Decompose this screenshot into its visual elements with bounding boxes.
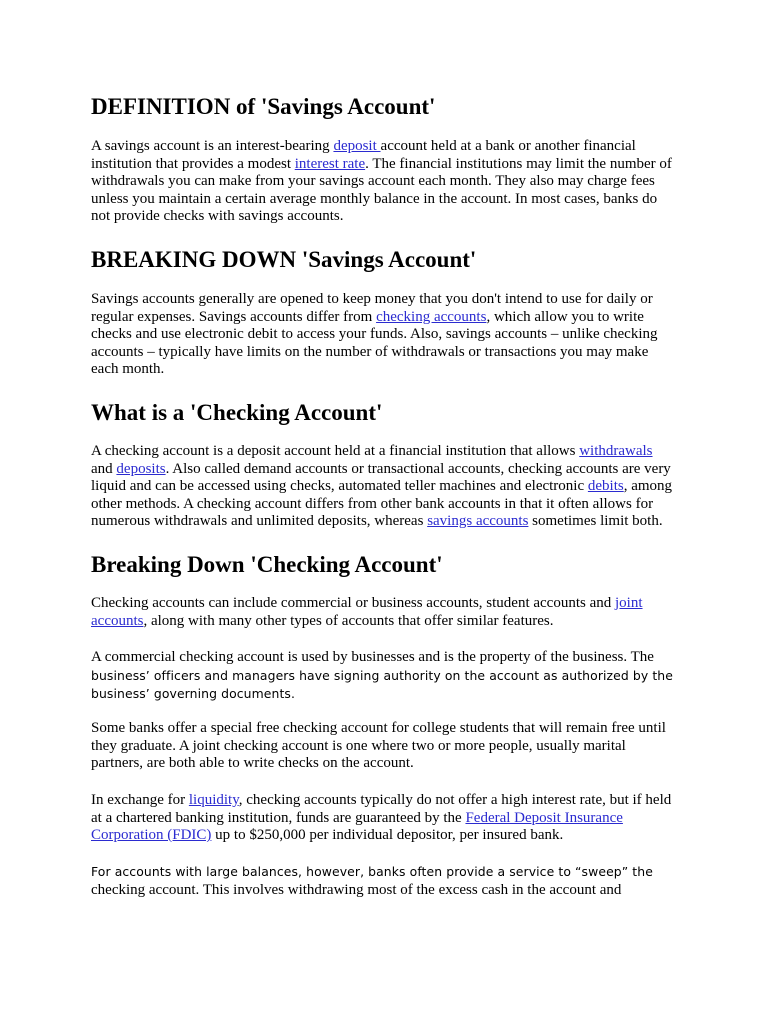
- text-line: Some banks offer a special free checking account for college students that will remain free until: [91, 720, 666, 736]
- inline-link-deposit[interactable]: deposit: [333, 138, 381, 154]
- text-line: [91, 863, 691, 882]
- text-line: numerous withdrawals and unlimited deposits, whereas savings accounts sometimes limit both.: [91, 513, 663, 530]
- text-line: at a chartered banking institution, funds are guaranteed by the Federal Deposit Insurance: [91, 809, 623, 826]
- paragraph-liquidity-fdic: [91, 792, 691, 845]
- text-line: [91, 685, 691, 704]
- inline-link-withdrawals[interactable]: withdrawals: [579, 443, 653, 459]
- text-line: other methods. A checking account differs from other bank accounts in that it often allows for: [91, 495, 654, 512]
- text-line: unless you maintain a certain average monthly balance in the account. In most cases, banks do: [91, 190, 658, 207]
- text-run: business’ officers and managers have signing authority on the account as authorized by the: [91, 667, 673, 683]
- text-line: accounts – typically have limits on the number of withdrawals or transactions you may make: [91, 343, 649, 360]
- heading-definition-savings: DEFINITION of 'Savings Account': [91, 94, 436, 119]
- heading-breaking-down-checking: Breaking Down 'Checking Account': [91, 552, 443, 577]
- paragraph-savings-breakdown: [91, 291, 691, 379]
- inline-link-debits[interactable]: debits: [587, 478, 624, 495]
- text-line: liquid and can be accessed using checks, automated teller machines and electronic debits, among: [91, 478, 673, 495]
- paragraph-commercial-checking: [91, 649, 691, 704]
- text-line: In exchange for liquidity, checking accounts typically do not offer a high interest rate, but if held: [91, 792, 672, 808]
- paragraph-sweep: [91, 863, 691, 899]
- text-line: Checking accounts can include commercial or business accounts, student accounts and joint: [91, 595, 643, 611]
- inline-link-deposits[interactable]: deposits: [116, 460, 166, 477]
- text-line: withdrawals you can make from your savings account each month. They also may charge fees: [91, 173, 655, 190]
- text-line: and deposits. Also called demand accounts or transactional accounts, checking accounts are very: [91, 460, 671, 477]
- text-line: partners, are both able to write checks on the account.: [91, 755, 414, 772]
- text-line: [91, 667, 691, 686]
- heading-breaking-down-savings: BREAKING DOWN 'Savings Account': [91, 247, 477, 272]
- inline-link-corporation-fdic[interactable]: Corporation (FDIC): [91, 827, 212, 844]
- text-run: business’ governing documents.: [91, 686, 296, 702]
- text-line: regular expenses. Savings accounts differ from checking accounts, which allow you to write: [91, 308, 644, 325]
- inline-link-liquidity[interactable]: liquidity: [188, 792, 239, 808]
- text-line: Corporation (FDIC) up to $250,000 per individual depositor, per insured bank.: [91, 827, 564, 844]
- text-line: they graduate. A joint checking account is one where two or more people, usually marital: [91, 737, 626, 754]
- text-line: A checking account is a deposit account held at a financial institution that allows withdrawals: [91, 443, 653, 459]
- inline-link-federal-deposit-insurance[interactable]: Federal Deposit Insurance: [465, 809, 623, 826]
- text-line: institution that provides a modest interest rate. The financial institutions may limit the number of: [91, 155, 672, 172]
- text-line: accounts, along with many other types of accounts that offer similar features.: [91, 612, 554, 629]
- heading-what-is-checking: What is a 'Checking Account': [91, 400, 383, 425]
- text-line: not provide checks with savings accounts.: [91, 208, 344, 225]
- inline-link-interest-rate[interactable]: interest rate: [294, 155, 366, 172]
- inline-link-checking-accounts[interactable]: checking accounts: [376, 308, 487, 325]
- text-run: For accounts with large balances, however, banks often provide a service to “sweep” the: [91, 864, 653, 879]
- inline-link-accounts[interactable]: accounts: [91, 612, 144, 629]
- paragraph-savings-definition: [91, 138, 691, 226]
- text-line: Savings accounts generally are opened to keep money that you don't intend to use for daily or: [91, 291, 653, 307]
- text-line: A savings account is an interest-bearing deposit account held at a bank or another financial: [91, 138, 636, 154]
- paragraph-checking-types: [91, 595, 691, 630]
- text-line: A commercial checking account is used by businesses and is the property of the business. The: [91, 649, 654, 665]
- text-line: checks and use electronic debit to access your funds. Also, savings accounts – unlike checking: [91, 326, 658, 343]
- text-line: each month.: [91, 361, 165, 378]
- text-line: checking account. This involves withdrawing most of the excess cash in the account and: [91, 881, 622, 898]
- inline-link-joint[interactable]: joint: [615, 595, 643, 611]
- inline-link-savings-accounts[interactable]: savings accounts: [427, 513, 529, 530]
- paragraph-student-joint-checking: [91, 720, 691, 773]
- paragraph-checking-definition: [91, 443, 691, 531]
